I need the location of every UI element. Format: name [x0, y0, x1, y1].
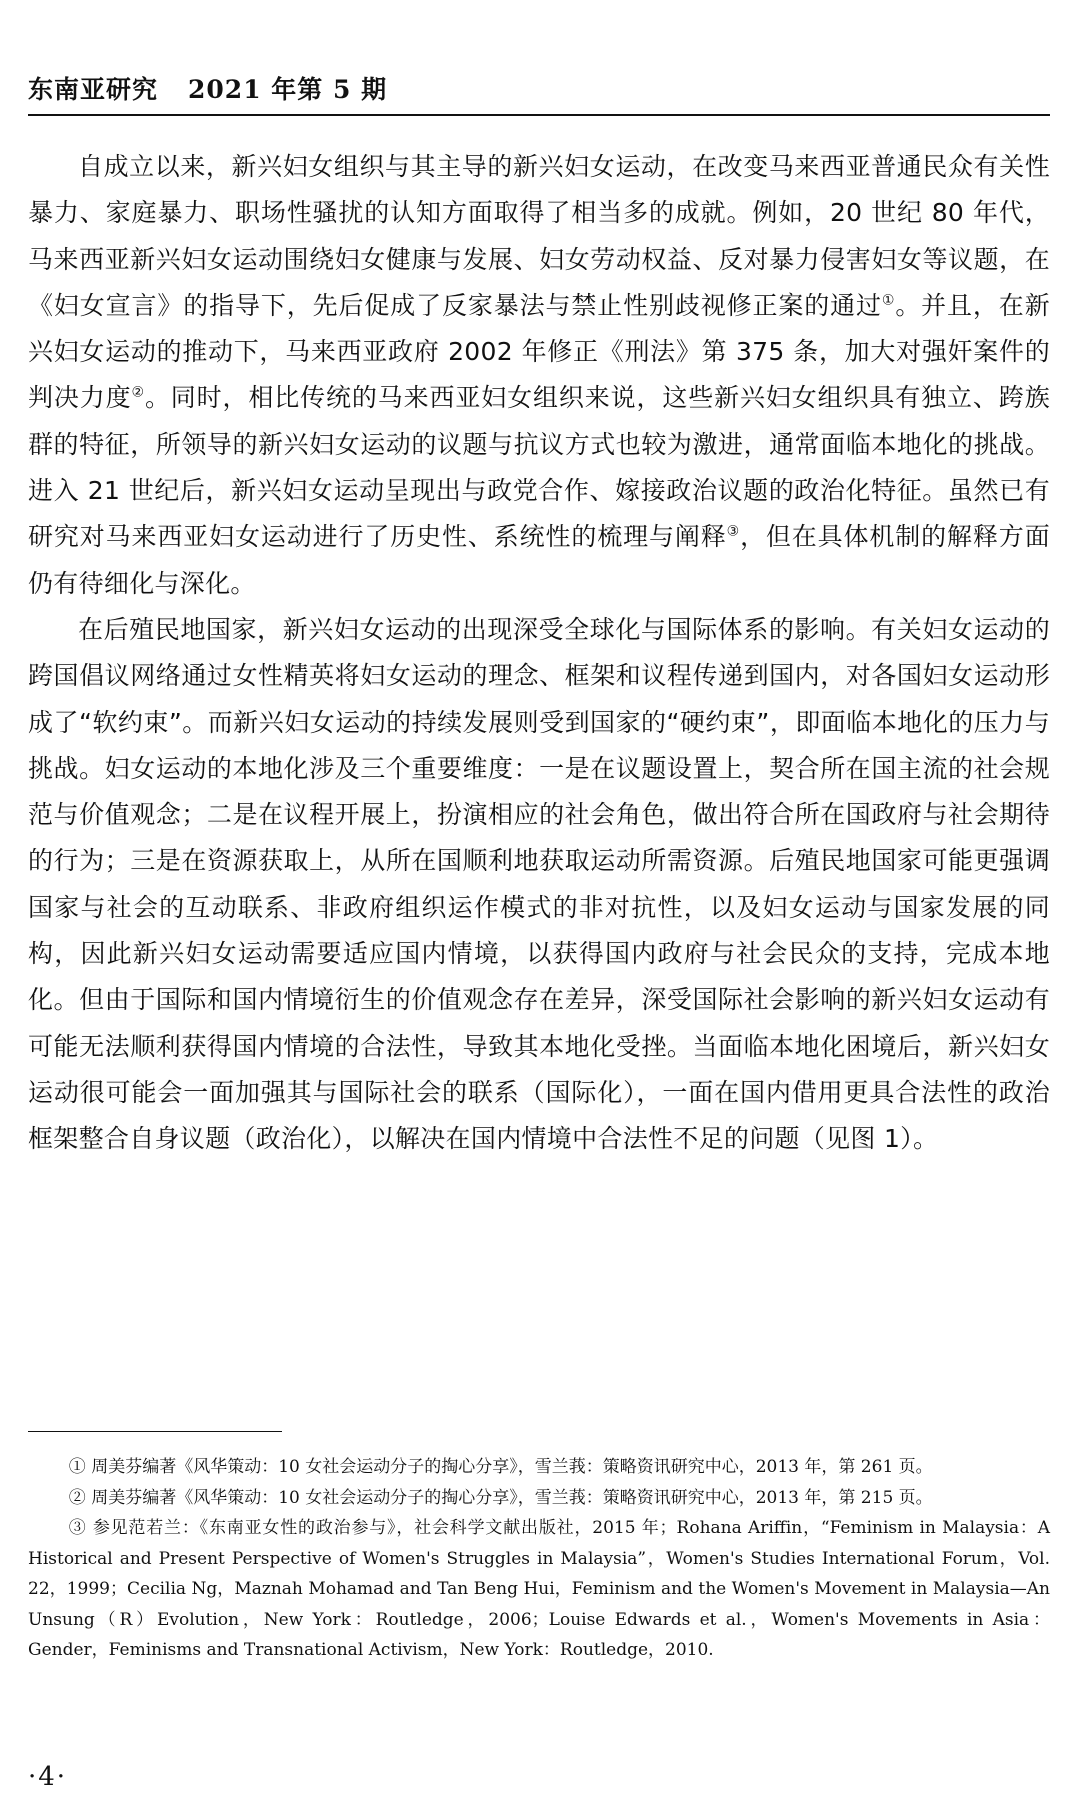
paragraph-2: 在后殖民地国家，新兴妇女运动的出现深受全球化与国际体系的影响。有关妇女运动的跨国倡议网络通过女性精英将妇女运动的理念、框架和议程传递到国内，对各国妇女运动形成了“软约束”。而新兴妇女运动的持续发展则受到国家的“硬约束”，即面临本地化的压力与挑战。妇女运动的本地化涉及三个重要维度：一是在议题设置上，契合所在国主流的社会规范与价值观念；二是在议程开展上，扮演相应的社会角色，做出符合所在国政府与社会期待的行为；三是在资源获取上，从所在国顺利地获取运动所需资源。后殖民地国家可能更强调国家与社会的互动联系、非政府组织运作模式的非对抗性，以及妇女运动与国家发展的同构，因此新兴妇女运动需要适应国内情境，以获得国内政府与社会民众的支持，完成本地化。但由于国际和国内情境衍生的价值观念存在差异，深受国际社会影响的新兴妇女运动有可能无法顺利获得国内情境的合法性，导致其本地化受挫。当面临本地化困境后，新兴妇女运动很可能会一面加强其与国际社会的联系（国际化），一面在国内借用更具合法性的政治框架整合自身议题（政治化），以解决在国内情境中合法性不足的问题（见图 1）。: [28, 614, 1050, 1154]
page-number: ·4·: [28, 1762, 68, 1792]
issue-label: 2021 年第 5 期: [188, 75, 388, 104]
footnote-ref-2: ②: [131, 385, 145, 402]
footnotes: [28, 1452, 1050, 1666]
footnote-ref-3: ③: [726, 524, 741, 541]
footnote-ref-1: ①: [881, 292, 896, 309]
footnote-divider: [28, 1431, 282, 1432]
running-header: [28, 70, 1050, 106]
footnote-1: ① 周美芬编著《风华策动：10 女社会运动分子的掏心分享》，雪兰莪：策略资讯研究中心，2013 年，第 261 页。: [68, 1457, 933, 1477]
header-divider: [28, 114, 1050, 116]
body-text: [28, 144, 1050, 1163]
footnote-3: ③ 参见范若兰：《东南亚女性的政治参与》，社会科学文献出版社，2015 年；Rohana Ariffin，“Feminism in Malaysia：A Historical and Present Perspective of Women's Struggles in Malaysia”，Women's Studies International Forum，Vol. 22，1999；Cecilia Ng，Maznah Mohamad and Tan Beng Hui，Feminism and the Women's Movement in Malaysia—An Unsung（R）Evolution，New York：Routledge，2006；Louise Edwards et al.，Women's Movements in Asia：Gender，Feminisms and Transnational Activism，New York：Routledge，2010.: [28, 1518, 1050, 1660]
paragraph-1: 自成立以来，新兴妇女组织与其主导的新兴妇女运动，在改变马来西亚普通民众有关性暴力、家庭暴力、职场性骚扰的认知方面取得了相当多的成就。例如，20 世纪 80 年代，马来西亚新兴妇女运动围绕妇女健康与发展、妇女劳动权益、反对暴力侵害妇女等议题，在《妇女宣言》的指导下，先后促成了反家暴法与禁止性别歧视修正案的通过①。并且，在新兴妇女运动的推动下，马来西亚政府 2002 年修正《刑法》第 375 条，加大对强奸案件的判决力度②。同时，相比传统的马来西亚妇女组织来说，这些新兴妇女组织具有独立、跨族群的特征，所领导的新兴妇女运动的议题与抗议方式也较为激进，通常面临本地化的挑战。进入 21 世纪后，新兴妇女运动呈现出与政党合作、嫁接政治议题的政治化特征。虽然已有研究对马来西亚妇女运动进行了历史性、系统性的梳理与阐释③，但在具体机制的解释方面仍有待细化与深化。: [28, 152, 1050, 598]
footnote-2: ② 周美芬编著《风华策动：10 女社会运动分子的掏心分享》，雪兰莪：策略资讯研究中心，2013 年，第 215 页。: [68, 1487, 933, 1508]
journal-name: 东南亚研究: [28, 75, 159, 104]
